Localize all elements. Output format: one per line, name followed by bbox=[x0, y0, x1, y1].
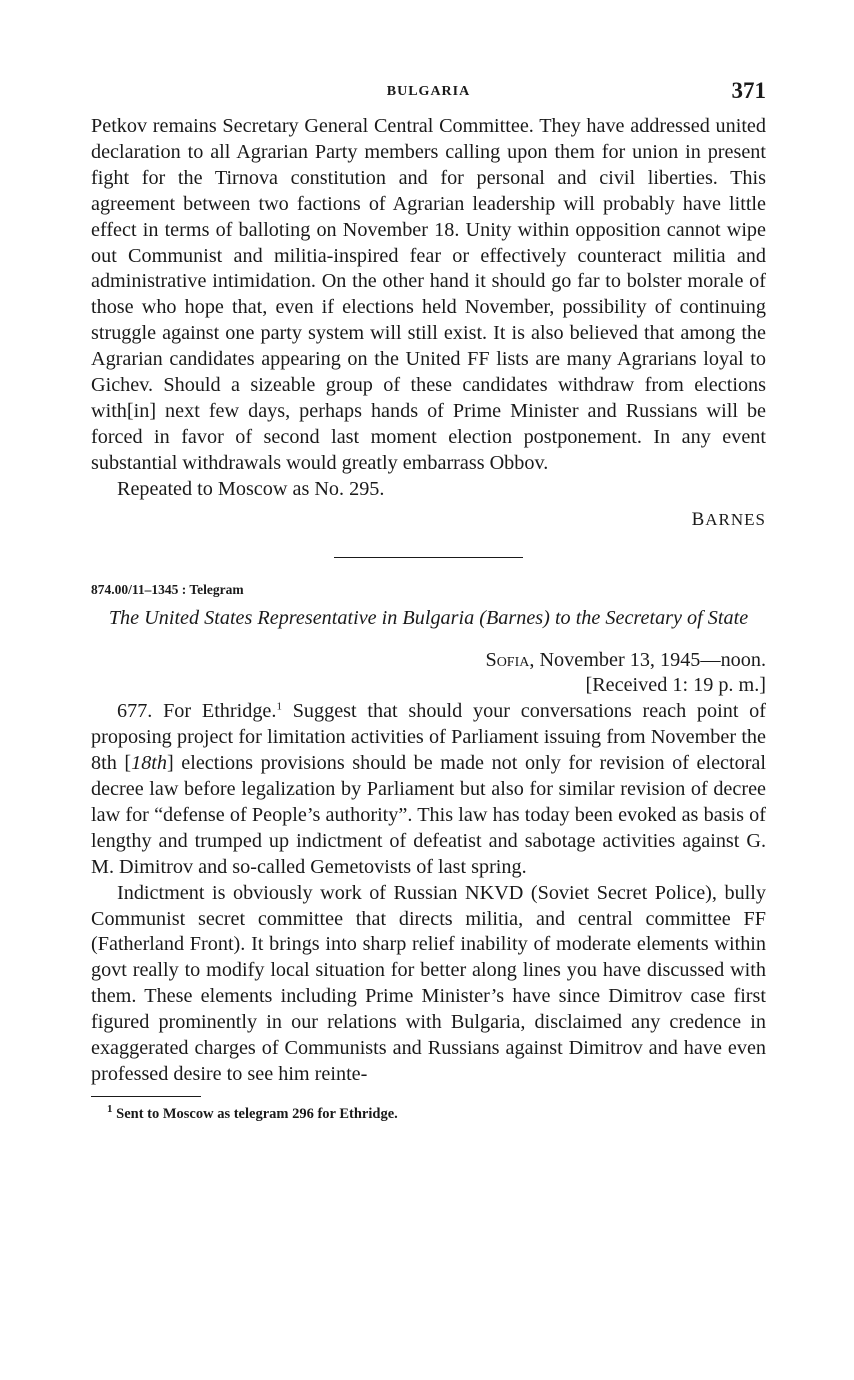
page-number: 371 bbox=[731, 78, 766, 103]
running-head: BULGARIA bbox=[386, 84, 471, 99]
page-header bbox=[91, 78, 766, 114]
dateline-date: , November 13, 1945—noon. bbox=[529, 648, 766, 671]
footnote bbox=[91, 1103, 766, 1123]
footnote-text: Sent to Moscow as telegram 296 for Ethridge. bbox=[112, 1105, 398, 1122]
telegram-paragraph-2: Indictment is obviously work of Russian NKVD (Soviet Secret Police), bully Communist secret committee that directs militia, and central committee FF (Fatherland Front). It brings into sharp relief inability of moderate elements within govt really to modify local situation for better along lines you have discussed with them. These elements including Prime Minister’s have since Dimitrov case first figured prominently in our relations with Bulgaria, disclaimed any credence in exaggerated charges of Communists and Russians against Dimitrov and have even professed desire to see him reinte- bbox=[91, 881, 766, 1085]
signature-initial: B bbox=[691, 508, 706, 530]
document-page bbox=[91, 78, 766, 1123]
footnote-reference: 1 bbox=[276, 700, 282, 713]
para1-correction: 18th bbox=[131, 752, 167, 775]
dateline-sent bbox=[91, 648, 766, 674]
para1-end: ] elections provisions should be made not only for revision of electoral decree law before legalization by Parliament but also for similar revision of decree law for “defense of People’s authority”. This law has today been evoked as basis of lengthy and trumped up indictment of defeatist and sabotage activities against G. M. Dimitrov and so-called Gemetovists of last spring. bbox=[91, 752, 766, 878]
signature bbox=[91, 509, 766, 531]
dateline bbox=[91, 648, 766, 700]
para1-mid: Suggest that should your conversations reach point of proposing project for limitation activities of Parliament issuing from November the 8th [ bbox=[91, 700, 766, 775]
dateline-received: [Received 1: 19 p. m.] bbox=[585, 674, 766, 697]
file-reference: 874.00/11–1345 : Telegram bbox=[91, 581, 244, 597]
title-name: Barnes bbox=[485, 606, 544, 629]
document-title bbox=[91, 606, 766, 632]
continued-telegram-paragraph: Petkov remains Secretary General Central Committee. They have addressed united declaration to all Agrarian Party members calling upon them for union in present fight for the Tirnova constitution and for personal and civil liberties. This agreement between two factions of Agrarian leadership will probably have little effect in terms of balloting on November 18. Unity within opposition cannot wipe out Communist and militia-inspired fear or effectively counteract militia and administrative intimidation. On the other hand it should go far to bolster morale of those who hope that, even if elections held November, possibility of continuing struggle against one party system will still exist. It is also believed that among the Agrarian candidates appearing on the United FF lists are many Agrarians loyal to Gichev. Should a sizeable group of these candidates withdraw from elections with[in] next few days, perhaps hands of Prime Minister and Russians will be forced in favor of second last moment election postponement. In any event substantial withdrawals would greatly embarrass Obbov. bbox=[91, 115, 766, 474]
footnote-mark: 1 bbox=[107, 1103, 113, 1116]
footnote-rule bbox=[91, 1096, 201, 1097]
section-divider bbox=[334, 557, 523, 558]
signature-rest: ARNES bbox=[705, 509, 766, 529]
title-part2: ) to the Secretary of State bbox=[543, 606, 749, 629]
repeated-note: Repeated to Moscow as No. 295. bbox=[117, 477, 385, 500]
dateline-place: Sofia bbox=[485, 648, 530, 671]
para1-start: 677. For Ethridge. bbox=[117, 700, 277, 723]
title-part1: The United States Representative in Bulgaria ( bbox=[108, 606, 486, 629]
telegram-paragraph-1 bbox=[91, 699, 766, 880]
